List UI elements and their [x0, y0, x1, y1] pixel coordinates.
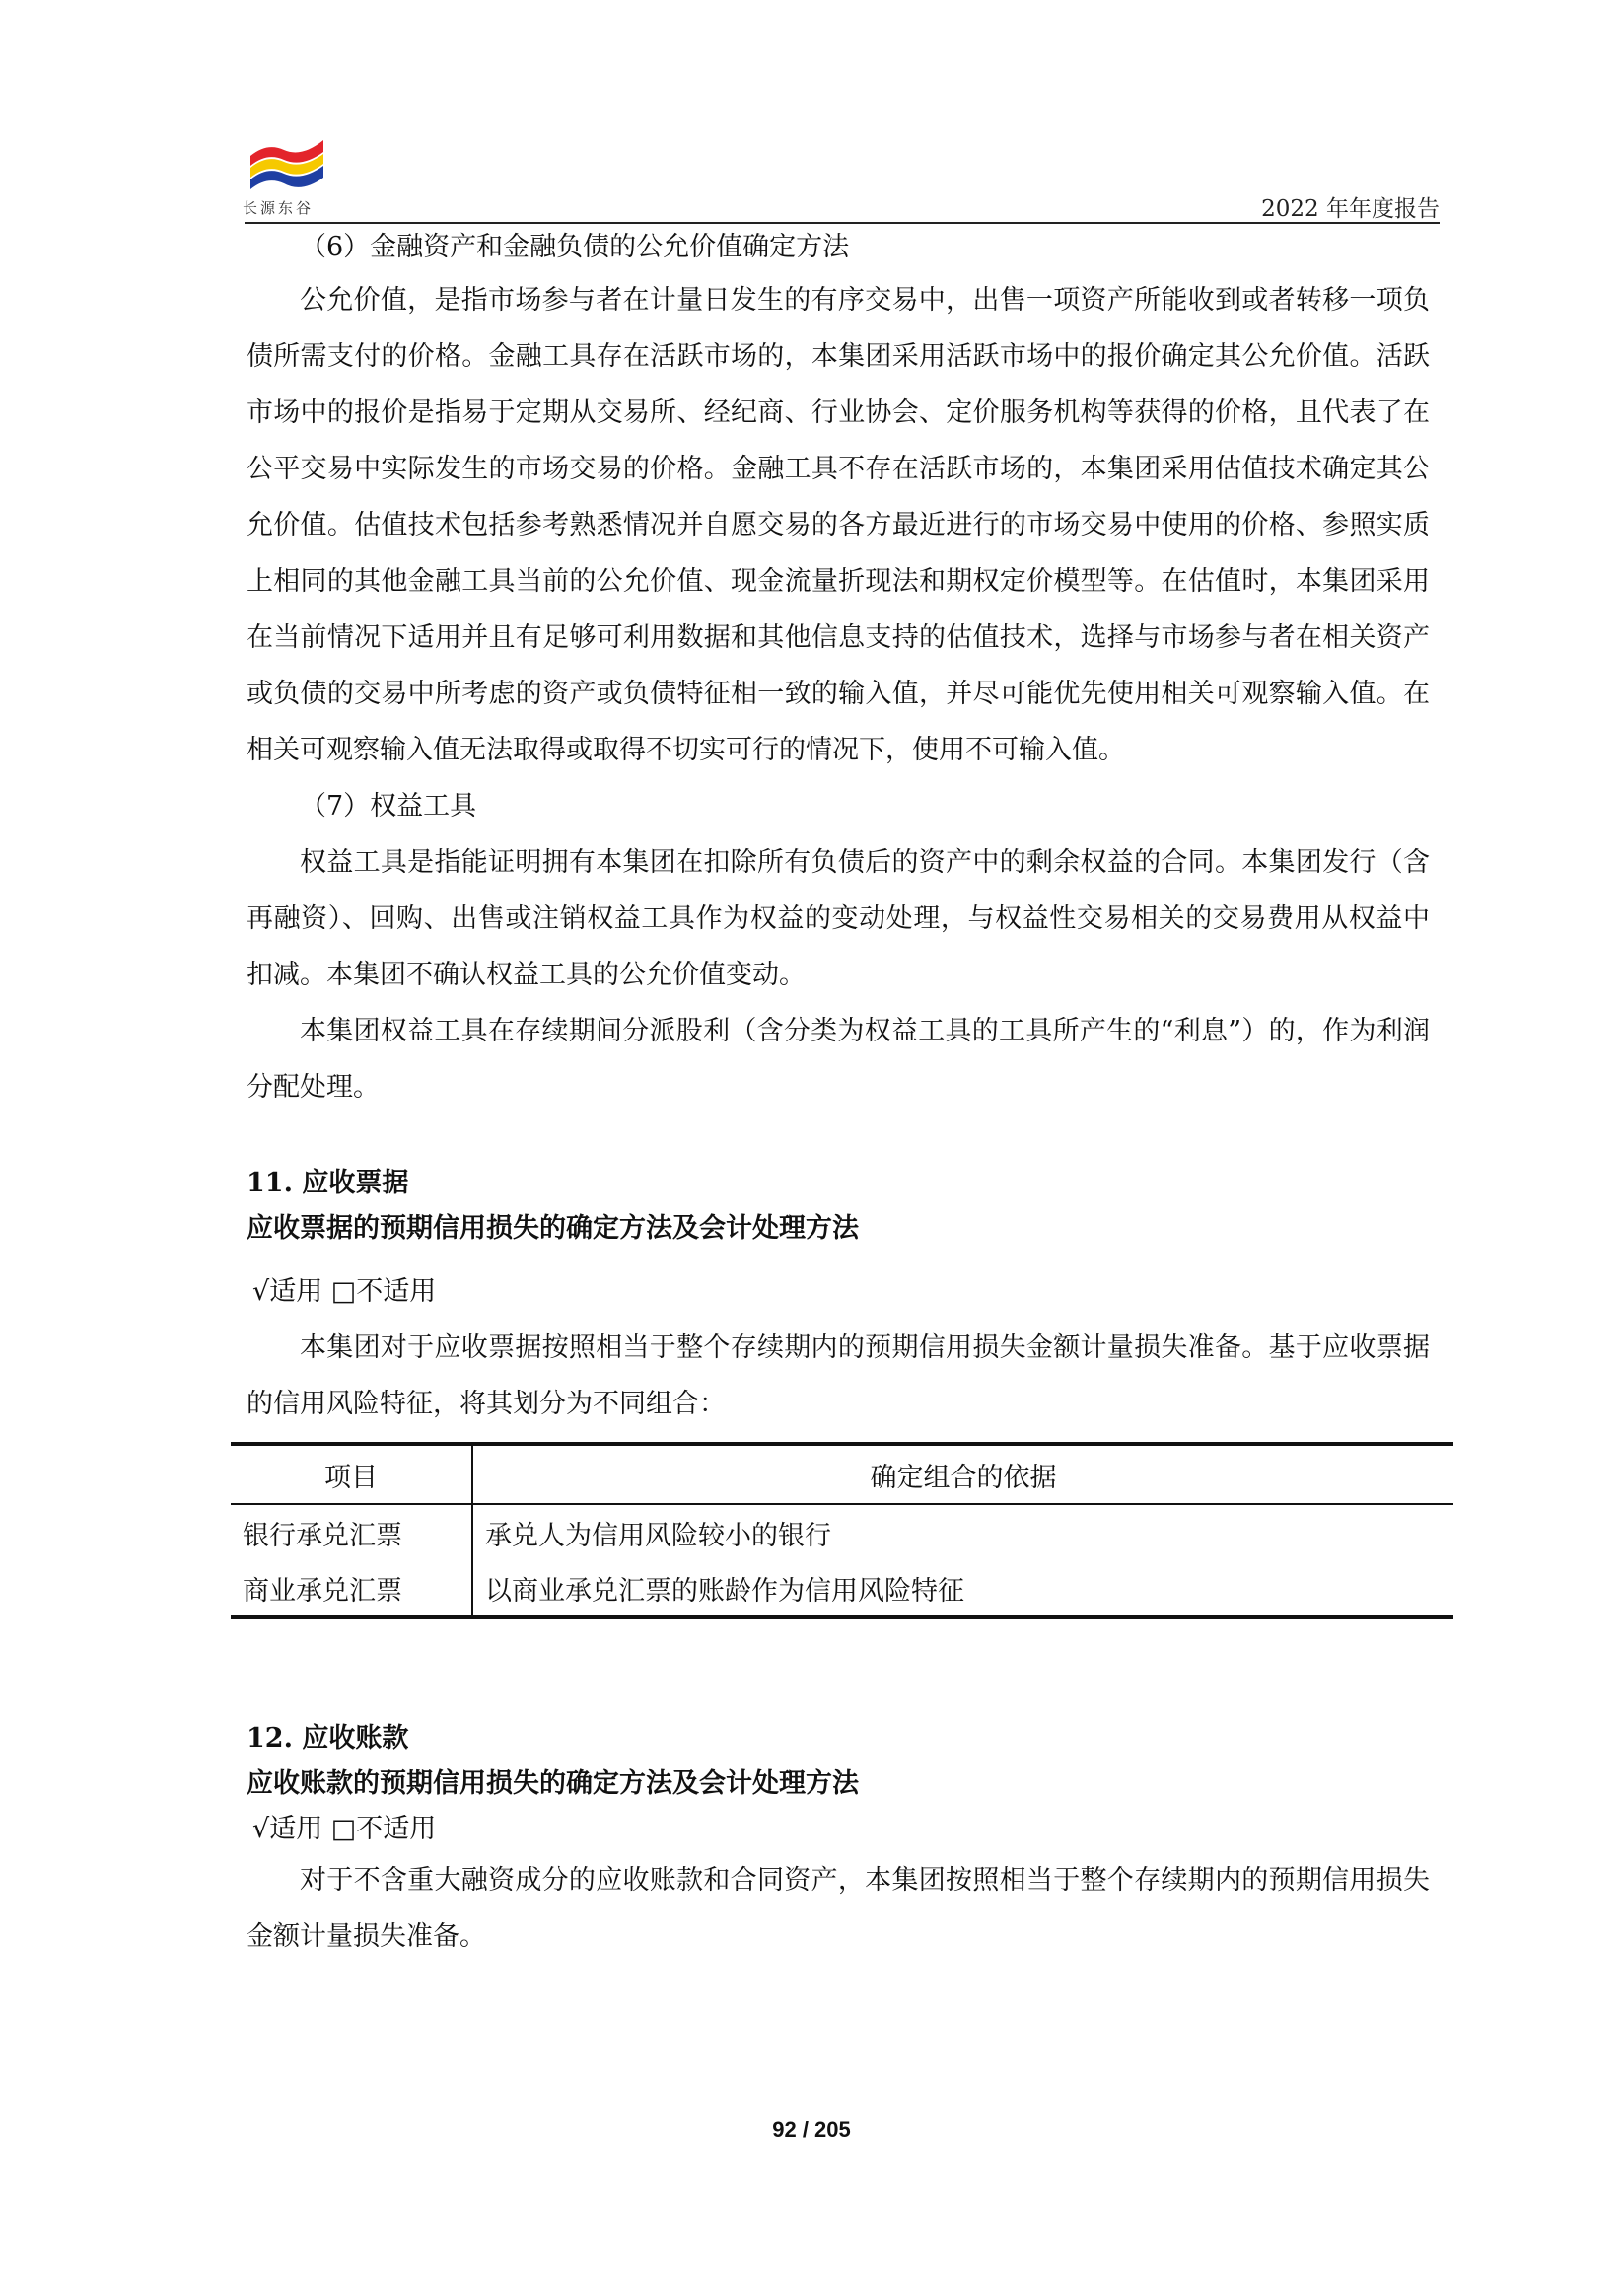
spacer	[247, 1115, 1430, 1161]
page-number: 92 / 205	[772, 2117, 851, 2142]
section-12-title: 12. 应收账款	[247, 1723, 409, 1754]
notes-receivable-table	[231, 1442, 1453, 1619]
section-6-heading: （6）金融资产和金融负债的公允价值确定方法	[300, 232, 850, 262]
section-11-title: 11. 应收票据	[247, 1168, 409, 1198]
section-12-subtitle: 应收账款的预期信用损失的确定方法及会计处理方法	[247, 1768, 859, 1799]
section-7-paragraph-1: 权益工具是指能证明拥有本集团在扣除所有负债后的资产中的剩余权益的合同。本集团发行（含再融资）、回购、出售或注销权益工具作为权益的变动处理，与权益性交易相关的交易费用从权益中扣减。本集团不确认权益工具的公允价值变动。	[247, 847, 1430, 990]
table-cell: 以商业承兑汇票的账龄作为信用风险特征	[472, 1560, 1453, 1617]
section-12-applicability: √适用 □不适用	[252, 1814, 437, 1844]
section-7-heading: （7）权益工具	[300, 791, 477, 822]
company-logo	[243, 126, 336, 215]
section-6-paragraph: 公允价值，是指市场参与者在计量日发生的有序交易中，出售一项资产所能收到或者转移一项负债所需支付的价格。金融工具存在活跃市场的，本集团采用活跃市场中的报价确定其公允价值。活跃市场中的报价是指易于定期从交易所、经纪商、行业协会、定价服务机构等获得的价格，且代表了在公平交易中实际发生的市场交易的价格。金融工具不存在活跃市场的，本集团采用估值技术确定其公允价值。估值技术包括参考熟悉情况并自愿交易的各方最近进行的市场交易中使用的价格、参照实质上相同的其他金融工具当前的公允价值、现金流量折现法和期权定价模型等。在估值时，本集团采用在当前情况下适用并且有足够可利用数据和其他信息支持的估值技术，选择与市场参与者在相关资产或负债的交易中所考虑的资产或负债特征相一致的输入值，并尽可能优先使用相关可观察输入值。在相关可观察输入值无法取得或取得不切实可行的情况下，使用不可输入值。	[247, 285, 1430, 765]
report-title: 2022 年年度报告	[1261, 196, 1440, 222]
table-row	[231, 1504, 1453, 1560]
logo-text: 长源东谷	[243, 199, 315, 217]
table-header-basis: 确定组合的依据	[472, 1444, 1453, 1504]
spacer	[247, 1619, 1430, 1716]
section-11-applicability: √适用 □不适用	[252, 1276, 437, 1307]
page-content	[243, 223, 1430, 1965]
section-11-subtitle: 应收票据的预期信用损失的确定方法及会计处理方法	[247, 1213, 859, 1244]
section-7-paragraph-2: 本集团权益工具在存续期间分派股利（含分类为权益工具的工具所产生的“利息”）的，作为利润分配处理。	[247, 1016, 1430, 1103]
table-cell: 承兑人为信用风险较小的银行	[485, 1520, 831, 1551]
table-row	[231, 1560, 1453, 1617]
table-cell: 银行承兑汇票	[231, 1504, 472, 1560]
section-12-paragraph: 对于不含重大融资成分的应收账款和合同资产，本集团按照相当于整个存续期内的预期信用损失金额计量损失准备。	[247, 1865, 1430, 1952]
table-header-row	[231, 1444, 1453, 1504]
logo-mark-icon	[243, 126, 336, 197]
table-header-item: 项目	[231, 1444, 472, 1504]
section-11-paragraph: 本集团对于应收票据按照相当于整个存续期内的预期信用损失金额计量损失准备。基于应收票据的信用风险特征，将其划分为不同组合：	[247, 1332, 1430, 1419]
table-cell: 商业承兑汇票	[231, 1560, 472, 1617]
